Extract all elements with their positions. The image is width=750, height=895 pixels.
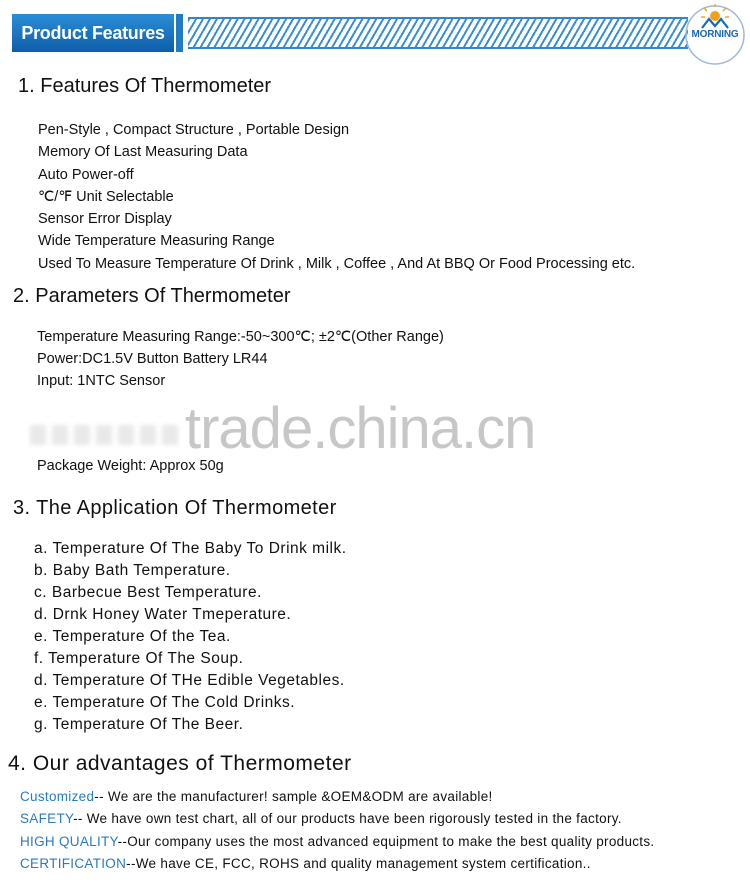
list-item: Memory Of Last Measuring Data xyxy=(38,144,248,161)
list-item: f. Temperature Of The Soup. xyxy=(34,650,244,667)
application-list xyxy=(34,538,347,736)
advantage-text: -- We are the manufacturer! sample &OEM&ODM are available! xyxy=(94,789,493,804)
banner-tab-edge xyxy=(176,14,183,52)
list-item: Used To Measure Temperature Of Drink , Milk , Coffee , And At BBQ Or Food Processing etc. xyxy=(38,255,636,272)
parameters-heading: 2. Parameters Of Thermometer xyxy=(13,285,291,307)
logo-text: MORNING xyxy=(691,29,739,40)
list-item: Wide Temperature Measuring Range xyxy=(38,233,275,250)
list-item: Sensor Error Display xyxy=(38,211,172,228)
advantage-item xyxy=(20,786,735,808)
advantage-item xyxy=(20,808,735,830)
advantages-list xyxy=(20,786,735,875)
advantage-term: CERTIFICATION xyxy=(20,855,127,871)
advantage-term: SAFETY xyxy=(20,811,74,827)
list-item: d. Temperature Of THe Edible Vegetables. xyxy=(34,672,345,689)
list-item: e. Temperature Of The Cold Drinks. xyxy=(34,694,296,711)
advantage-item xyxy=(20,831,735,853)
list-item: ℃/℉ Unit Selectable xyxy=(38,188,174,205)
list-item: e. Temperature Of the Tea. xyxy=(34,628,231,645)
application-heading: 3. The Application Of Thermometer xyxy=(13,497,337,519)
package-weight: Package Weight: Approx 50g xyxy=(37,458,224,474)
list-item: Power:DC1.5V Button Battery LR44 xyxy=(37,351,268,367)
advantage-text: --Our company uses the most advanced equipment to make the best quality products. xyxy=(117,833,655,849)
advantage-term: Customized xyxy=(20,789,95,804)
list-item: Input: 1NTC Sensor xyxy=(37,373,166,389)
list-item: d. Drnk Honey Water Tmeperature. xyxy=(34,606,292,623)
section-banner xyxy=(0,0,750,70)
advantage-text: --We have CE, FCC, ROHS and quality management system certification.. xyxy=(126,855,591,871)
list-item: b. Baby Bath Temperature. xyxy=(34,562,231,579)
list-item: Pen-Style , Compact Structure , Portable Design xyxy=(38,122,350,138)
advantage-item xyxy=(20,853,735,875)
advantage-term: HIGH QUALITY xyxy=(20,833,118,849)
features-list xyxy=(38,119,635,275)
list-item: a. Temperature Of The Baby To Drink milk. xyxy=(34,540,347,557)
brand-logo xyxy=(684,2,746,68)
blurred-watermark-fragment xyxy=(30,425,180,445)
advantage-text: -- We have own test chart, all of our products have been rigorously tested in the factory. xyxy=(73,811,622,827)
watermark: trade.china.cn xyxy=(185,396,536,461)
list-item: Temperature Measuring Range:-50~300℃; ±2℃(Other Range) xyxy=(37,329,444,345)
list-item: Auto Power-off xyxy=(38,166,134,183)
advantages-heading: 4. Our advantages of Thermometer xyxy=(8,752,352,775)
list-item: c. Barbecue Best Temperature. xyxy=(34,584,262,601)
parameters-list xyxy=(37,326,444,392)
banner-tab: Product Features xyxy=(12,14,174,52)
banner-stripes xyxy=(188,17,688,49)
list-item: g. Temperature Of The Beer. xyxy=(34,716,244,733)
features-heading: 1. Features Of Thermometer xyxy=(18,75,272,97)
